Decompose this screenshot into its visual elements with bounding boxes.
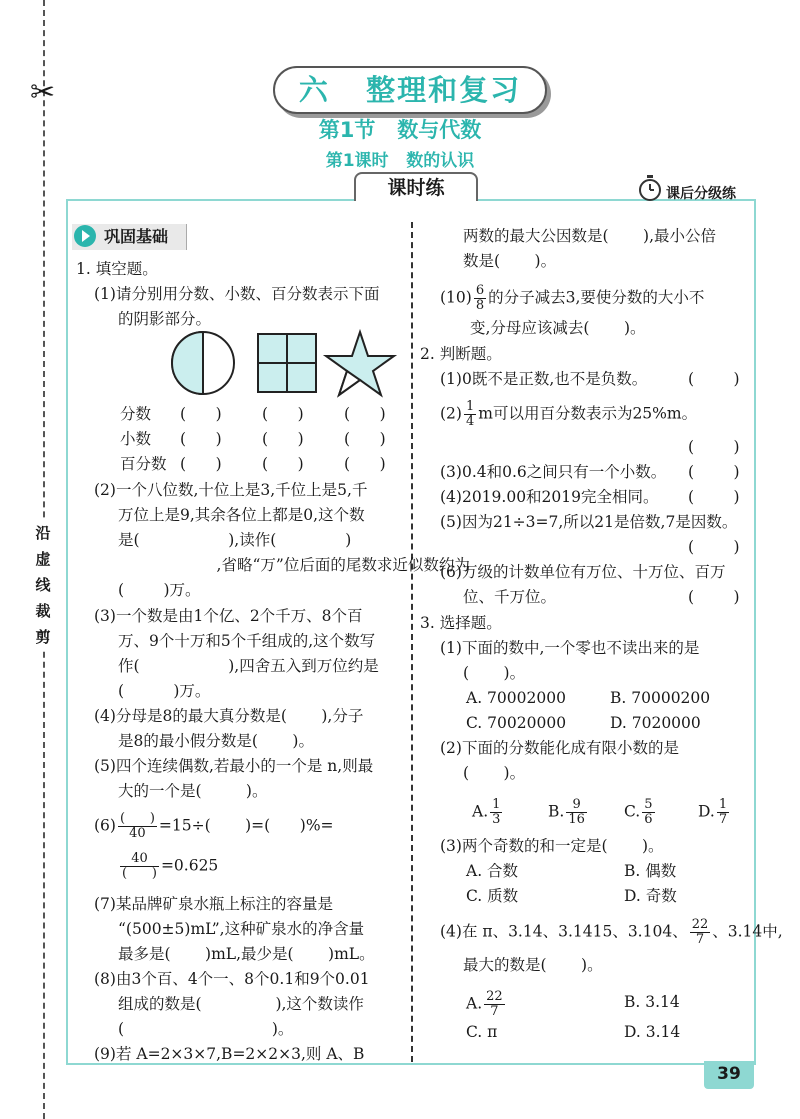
question-text: ( )万。 xyxy=(118,682,211,700)
question-text: (1)下面的数中,一个零也不读出来的是 xyxy=(440,639,700,657)
question-text: (2)下面的分数能化成有限小数的是 xyxy=(440,739,679,757)
question-text: 是8的最小假分数是( )。 xyxy=(118,732,314,750)
option-letter: C. xyxy=(624,802,641,821)
answer-blank[interactable]: ( ) xyxy=(344,455,386,473)
denominator: 7 xyxy=(695,932,705,947)
lesson-title: 第1课时 数的认识 xyxy=(325,151,475,171)
question-text: 的阴影部分。 xyxy=(118,310,212,328)
question-3-4 xyxy=(440,918,783,947)
chapter-title: 六 整理和复习 xyxy=(273,66,547,114)
fraction xyxy=(474,284,486,313)
cut-char: 虚 xyxy=(35,550,51,568)
question-text: ( )。 xyxy=(118,1020,294,1038)
question-text: (9)若 A=2×3×7,B=2×2×3,则 A、B xyxy=(94,1045,365,1063)
denominator[interactable]: ( ) xyxy=(122,866,157,881)
row-label: 分数 xyxy=(120,405,152,423)
numerator: 1 xyxy=(718,797,728,812)
question-text: (3)一个数是由1个亿、2个千万、8个百 xyxy=(94,607,363,625)
half-circle-figure xyxy=(172,332,234,394)
question-text: (1)0既不是正数,也不是负数。 xyxy=(440,370,648,388)
question-6-cont xyxy=(118,852,218,881)
question-text: (4)2019.00和2019完全相同。 xyxy=(440,488,659,506)
question-text: (8)由3个百、4个一、8个0.1和9个0.01 xyxy=(94,970,370,988)
option-b[interactable]: B. 偶数 xyxy=(624,862,677,880)
question-number: (2) xyxy=(440,404,462,423)
question-text: (3)0.4和0.6之间只有一个小数。 xyxy=(440,463,667,481)
section-title: 第1节 数与代数 xyxy=(318,118,482,142)
question-2-2 xyxy=(440,400,697,429)
judge-blank[interactable]: ( ) xyxy=(688,488,740,506)
question-text: 、3.14̇中, xyxy=(712,922,783,941)
row-label: 百分数 xyxy=(120,455,167,473)
denominator: 7 xyxy=(718,812,728,827)
fraction xyxy=(118,812,157,841)
option-letter: A. xyxy=(466,994,483,1013)
option-a[interactable]: A. 合数 xyxy=(466,862,519,880)
question-text: (7)某品牌矿泉水瓶上标注的容量是 xyxy=(94,895,333,913)
judge-blank[interactable]: ( ) xyxy=(688,370,740,388)
fraction xyxy=(120,852,159,881)
fraction xyxy=(642,798,654,827)
question-text: 作( ),四舍五入到万位约是 xyxy=(118,657,379,675)
question-10 xyxy=(440,284,704,313)
answer-blank[interactable]: ( ) xyxy=(262,455,304,473)
denominator: 4 xyxy=(465,414,475,429)
option-c[interactable] xyxy=(624,798,657,827)
question-text: 万、9个十万和5个千组成的,这个数写 xyxy=(118,632,376,650)
play-icon xyxy=(74,225,96,247)
column-divider xyxy=(411,222,413,1062)
judge-blank[interactable]: ( ) xyxy=(688,538,740,556)
option-letter: D. xyxy=(698,802,715,821)
option-b[interactable]: B. 3.14̇ xyxy=(624,993,680,1011)
cut-char: 线 xyxy=(35,576,51,594)
numerator[interactable]: ( ) xyxy=(119,811,155,826)
stopwatch-icon xyxy=(637,174,663,202)
denominator: 40 xyxy=(129,826,146,841)
star-figure xyxy=(326,332,394,395)
question-text: 位、千万位。 xyxy=(463,588,557,606)
question-2-heading: 2. 判断题。 xyxy=(420,345,502,363)
question-text: (5)四个连续偶数,若最小的一个是 n,则最 xyxy=(94,757,374,775)
question-text: “(500±5)mL”,这种矿泉水的净含量 xyxy=(118,920,365,938)
question-text: (5)因为21÷3=7,所以21是倍数,7是因数。 xyxy=(440,513,738,531)
question-text: (2)一个八位数,十位上是3,千位上是5,千 xyxy=(94,481,368,499)
question-text: 的分子减去3,要使分数的大小不 xyxy=(488,288,705,307)
option-a[interactable] xyxy=(472,798,504,827)
option-a[interactable]: A. 70002000 xyxy=(466,689,566,707)
numerator: 1 xyxy=(492,797,501,812)
cut-instruction xyxy=(31,520,55,650)
question-text: 数是( )。 xyxy=(463,252,557,270)
question-text: (3)两个奇数的和一定是( )。 xyxy=(440,837,664,855)
denominator: 7 xyxy=(490,1004,499,1019)
question-text: (6)万级的计数单位有万位、十万位、百万 xyxy=(440,563,726,581)
denominator: 8 xyxy=(475,298,485,313)
fraction xyxy=(490,798,502,827)
question-6 xyxy=(94,812,334,841)
option-b[interactable] xyxy=(548,798,589,827)
option-d[interactable]: D. 3.14 xyxy=(624,1023,681,1041)
shaded-shapes xyxy=(170,328,410,398)
option-d[interactable]: D. 7020000 xyxy=(610,714,701,732)
option-d[interactable] xyxy=(698,798,731,827)
option-c[interactable]: C. 质数 xyxy=(466,887,519,905)
fraction xyxy=(484,990,505,1019)
numerator: 40 xyxy=(120,852,159,867)
answer-blank[interactable]: ( ) xyxy=(344,405,386,423)
numerator: 22 xyxy=(486,989,503,1004)
answer-blank[interactable]: ( ) xyxy=(262,405,304,423)
row-label: 小数 xyxy=(120,430,152,448)
answer-blank[interactable]: ( ) xyxy=(180,405,222,423)
question-1-heading: 1. 填空题。 xyxy=(76,260,158,278)
numerator: 1 xyxy=(465,399,475,414)
question-text: (4)在 π、3.14、3.1415、3.104、 xyxy=(440,922,688,941)
question-text: m可以用百分数表示为25%m。 xyxy=(478,404,698,423)
option-letter: B. xyxy=(548,802,565,821)
denominator: 16 xyxy=(568,812,585,827)
question-text: 组成的数是( ),这个数读作 xyxy=(118,995,364,1013)
section-badge-label: 巩固基础 xyxy=(104,227,169,246)
fraction xyxy=(566,798,587,827)
question-text: =0.625 xyxy=(160,856,219,875)
quarter-square-figure xyxy=(258,334,316,392)
question-number: (10) xyxy=(440,288,472,307)
question-text: =15÷( )=( )%= xyxy=(158,816,334,835)
question-text: ( )万。 xyxy=(118,581,201,599)
cut-char: 裁 xyxy=(35,602,51,620)
judge-blank[interactable]: ( ) xyxy=(688,438,740,456)
judge-blank[interactable]: ( ) xyxy=(688,463,740,481)
denominator: 6 xyxy=(644,812,653,827)
answer-blank[interactable]: ( ) xyxy=(262,430,304,448)
option-b[interactable]: B. 70000200 xyxy=(610,689,711,707)
cut-char: 沿 xyxy=(35,524,51,542)
question-3-heading: 3. 选择题。 xyxy=(420,614,502,632)
fraction xyxy=(690,918,711,947)
scissors-icon: ✂ xyxy=(30,75,56,110)
denominator: 3 xyxy=(492,812,501,827)
question-text: 是( ),读作( ) xyxy=(118,531,352,549)
question-text: 最大的数是( )。 xyxy=(463,956,603,974)
option-a[interactable] xyxy=(466,990,507,1019)
option-d[interactable]: D. 奇数 xyxy=(624,887,677,905)
fraction xyxy=(717,798,729,827)
answer-blank[interactable]: ( ) xyxy=(344,430,386,448)
question-text: 变,分母应该减去( )。 xyxy=(470,319,646,337)
question-number: (6) xyxy=(94,816,116,835)
section-badge xyxy=(72,224,187,250)
page-number: 39 xyxy=(704,1061,754,1089)
grade-label: 课后分级练 xyxy=(666,186,736,202)
option-c[interactable]: C. π xyxy=(466,1023,498,1041)
numerator: 6 xyxy=(475,283,485,298)
numerator: 22 xyxy=(691,917,709,932)
question-text: 大的一个是( )。 xyxy=(118,782,268,800)
answer-blank[interactable]: ( )。 xyxy=(463,664,526,682)
option-letter: A. xyxy=(472,802,489,821)
question-text: 最多是( )mL,最少是( )mL。 xyxy=(118,945,375,963)
lesson-tab: 课时练 xyxy=(354,172,478,201)
question-text: ,省略“万”位后面的尾数求近似数约为 xyxy=(118,556,470,574)
question-text: 万位上是9,其余各位上都是0,这个数 xyxy=(118,506,365,524)
question-text: (4)分母是8的最大真分数是( ),分子 xyxy=(94,707,364,725)
answer-blank[interactable]: ( ) xyxy=(180,430,222,448)
fraction xyxy=(464,400,476,429)
numerator: 9 xyxy=(566,798,587,813)
question-text: 两数的最大公因数是( ),最小公倍 xyxy=(463,227,717,245)
answer-blank[interactable]: ( )。 xyxy=(463,764,526,782)
numerator: 5 xyxy=(644,797,653,812)
judge-blank[interactable]: ( ) xyxy=(688,588,740,606)
question-text: (1)请分别用分数、小数、百分数表示下面 xyxy=(94,285,380,303)
answer-blank[interactable]: ( ) xyxy=(180,455,222,473)
cut-char: 剪 xyxy=(35,628,51,646)
option-c[interactable]: C. 70020000 xyxy=(466,714,567,732)
